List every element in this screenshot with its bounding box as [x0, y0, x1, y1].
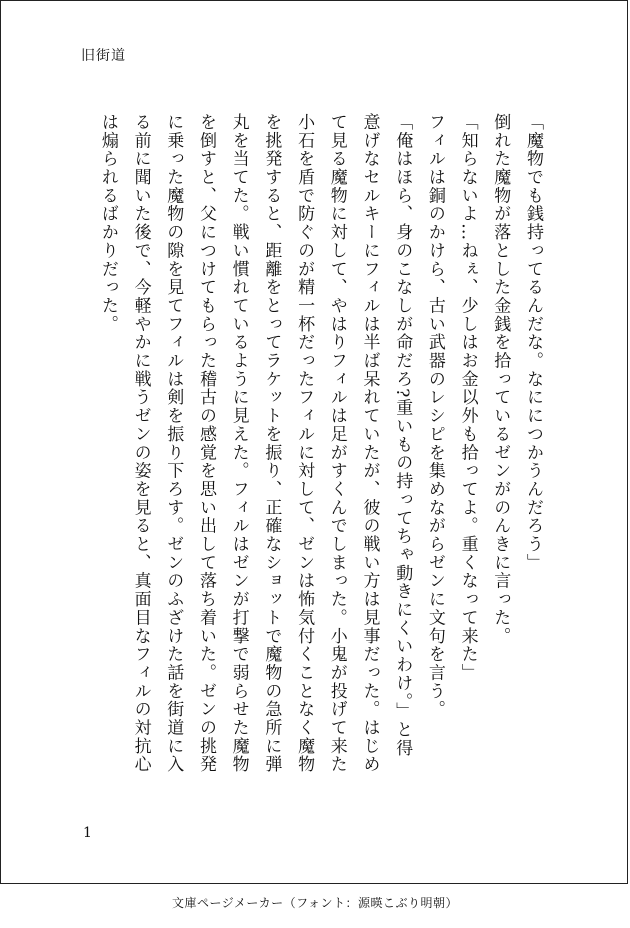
text-line: 倒れた魔物が落とした金銭を拾っているゼンがのんきに言った。	[490, 113, 511, 646]
text-line: て見る魔物に対して、やはりフィルは足がすくんでしまった。小鬼が投げて来た	[326, 113, 347, 774]
text-line: 「知らないよ…ねぇ、少しはお金以外も拾ってよ。重くなって来た」	[457, 113, 478, 682]
text-line: 「魔物でも銭持ってるんだな。なににつかうんだろう」	[523, 113, 543, 572]
running-header: 旧街道	[81, 48, 126, 64]
text-line: を倒すと、父につけてもらった稽古の感覚を思い出して落ち着いた。ゼンの挑発	[195, 113, 216, 774]
text-line: フィルは銅のかけら、古い武器のレシピを集めながらゼンに文句を言う。	[424, 113, 445, 719]
text-line: 小石を盾で防ぐのが精一杯だったフィルに対して、ゼンは怖気付くことなく魔物	[294, 113, 315, 774]
vertical-body-text	[91, 113, 549, 843]
text-line: 丸を当てた。戦い慣れているように見えた。フィルはゼンが打撃で弱らせた魔物	[228, 113, 249, 774]
page-number: 1	[83, 825, 92, 841]
text-line: 意げなセルキーにフィルは半ば呆れていたが、彼の戦い方は見事だった。はじめ	[359, 113, 380, 774]
text-line: を挑発すると、距離をとってラケットを振り、正確なショットで魔物の急所に弾	[261, 113, 282, 774]
text-line: る前に聞いた後で、今軽やかに戦うゼンの姿を見ると、真面目なフィルの対抗心	[130, 113, 151, 774]
text-line: は煽られるばかりだった。	[97, 113, 118, 334]
text-line: 「俺はほら、身のこなしが命だろ?重いもの持ってちゃ動きにくいわけ。」と得	[392, 113, 413, 758]
text-line: に乗った魔物の隙を見てフィルは剣を振り下ろす。ゼンのふざけた話を街道に入	[163, 113, 184, 774]
footer-credit: 文庫ページメーカー（フォント：源暎こぶり明朝）	[171, 896, 459, 910]
